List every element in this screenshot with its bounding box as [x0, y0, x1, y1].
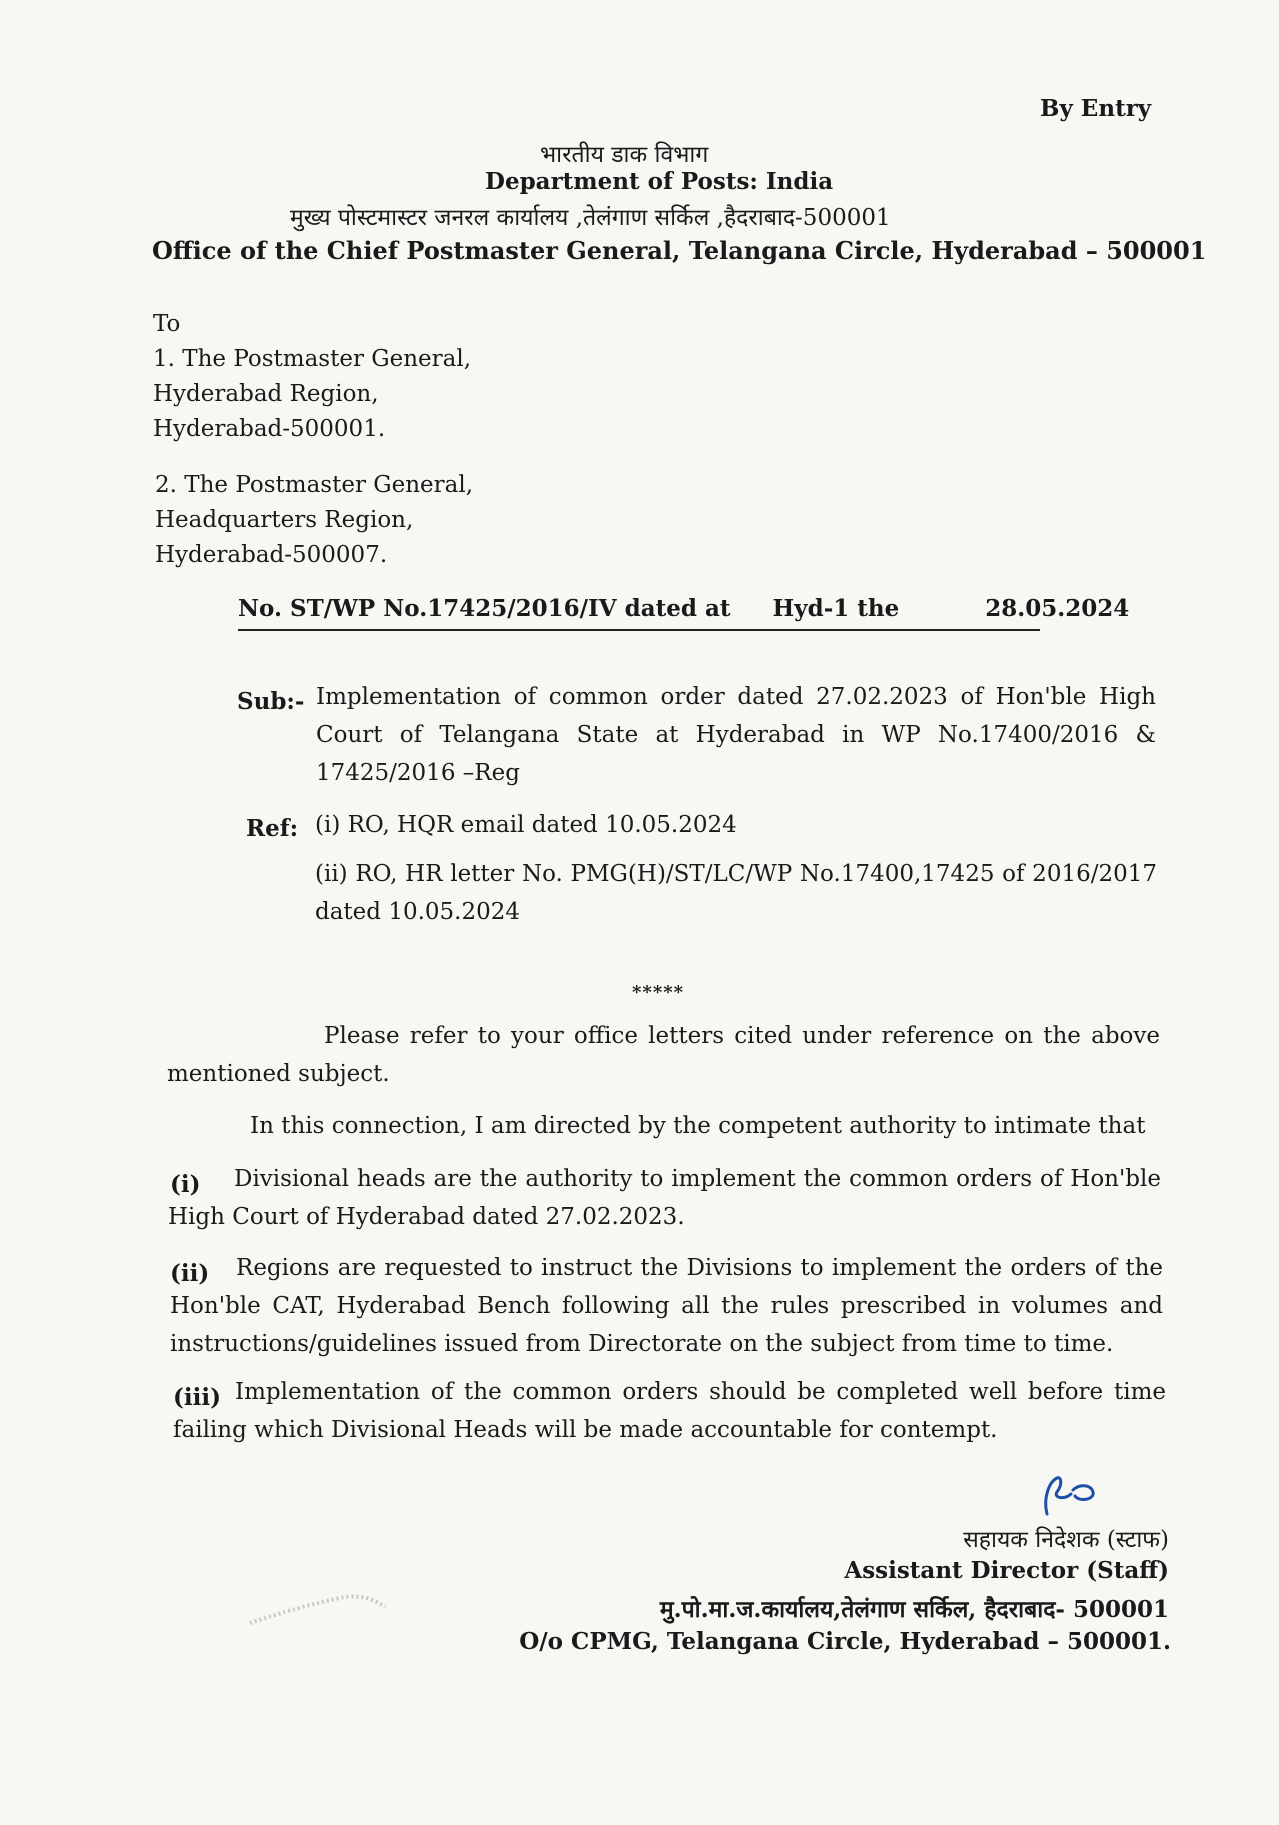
recipient-2-line-3: Hyderabad-500007. — [155, 542, 388, 568]
reference-underline — [238, 629, 1040, 631]
english-office-name: Office of the Chief Postmaster General, Telangana Circle, Hyderabad – 500001 — [152, 236, 1207, 265]
reference-number — [238, 595, 1129, 622]
recipient-1-line-1: 1. The Postmaster General, — [153, 346, 472, 372]
signatory-english-title: Assistant Director (Staff) — [844, 1557, 1169, 1584]
subject-label: Sub:- — [237, 688, 305, 715]
reference-label: Ref: — [246, 815, 299, 842]
recipient-1-line-3: Hyderabad-500001. — [153, 416, 386, 442]
recipients-block — [153, 307, 471, 447]
recipient-2-block — [155, 468, 473, 573]
point-2-text: Regions are requested to instruct the Divisions to implement the orders of the Hon'ble CAT, Hyderabad Bench following all the rules prescribed in volumes and instructions/guidelines issued from Directorate on the subject from time to time. — [170, 1255, 1163, 1357]
reference-number-text: No. ST/WP No.17425/2016/IV dated at — [238, 595, 731, 622]
english-department: Department of Posts: India — [485, 168, 834, 195]
reference-item-2: (ii) RO, HR letter No. PMG(H)/ST/LC/WP No.17400,17425 of 2016/2017 dated 10.05.2024 — [315, 861, 1157, 925]
hindi-office-name: मुख्य पोस्टमास्टर जनरल कार्यालय ,तेलंगाण सर्किल ,हैदराबाद-500001 — [290, 205, 891, 231]
hindi-department: भारतीय डाक विभाग — [540, 142, 709, 168]
point-2-label: (ii) — [170, 1260, 210, 1287]
reference-date: 28.05.2024 — [985, 595, 1130, 622]
body-paragraph-1: Please refer to your office letters cited under reference on the above mentioned subject. — [167, 1023, 1160, 1087]
reference-item-1: (i) RO, HQR email dated 10.05.2024 — [315, 812, 737, 838]
recipient-2-line-1: 2. The Postmaster General, — [155, 472, 474, 498]
by-entry-note: By Entry — [1040, 95, 1152, 122]
point-1-label: (i) — [170, 1171, 201, 1198]
signatory-hindi-title: सहायक निदेशक (स्टाफ) — [963, 1527, 1169, 1553]
ink-smudge — [245, 1585, 395, 1635]
signatory-hindi-office: मु.पो.मा.ज.कार्यालय,तेलंगाण सर्किल, हैदराबाद- 500001 — [659, 1596, 1169, 1623]
to-label: To — [153, 311, 181, 337]
separator-stars: ***** — [632, 982, 685, 1003]
reference-place: Hyd-1 the — [772, 595, 900, 622]
point-3-label: (iii) — [173, 1384, 221, 1411]
subject-text: Implementation of common order dated 27.02.2023 of Hon'ble High Court of Telangana State at Hyderabad in WP No.17400/2016 & 17425/2016 –Reg — [316, 684, 1156, 786]
body-paragraph-2: In this connection, I am directed by the competent authority to intimate that — [250, 1113, 1146, 1139]
handwritten-signature — [1035, 1470, 1115, 1530]
recipient-2-line-2: Headquarters Region, — [155, 507, 414, 533]
point-3-text: Implementation of the common orders should be completed well before time failing which Divisional Heads will be made accountable for contempt. — [173, 1379, 1166, 1443]
point-1-text: Divisional heads are the authority to implement the common orders of Hon'ble High Court of Hyderabad dated 27.02.2023. — [168, 1166, 1161, 1230]
recipient-1-line-2: Hyderabad Region, — [153, 381, 379, 407]
signatory-english-office: O/o CPMG, Telangana Circle, Hyderabad – 500001. — [519, 1628, 1171, 1655]
